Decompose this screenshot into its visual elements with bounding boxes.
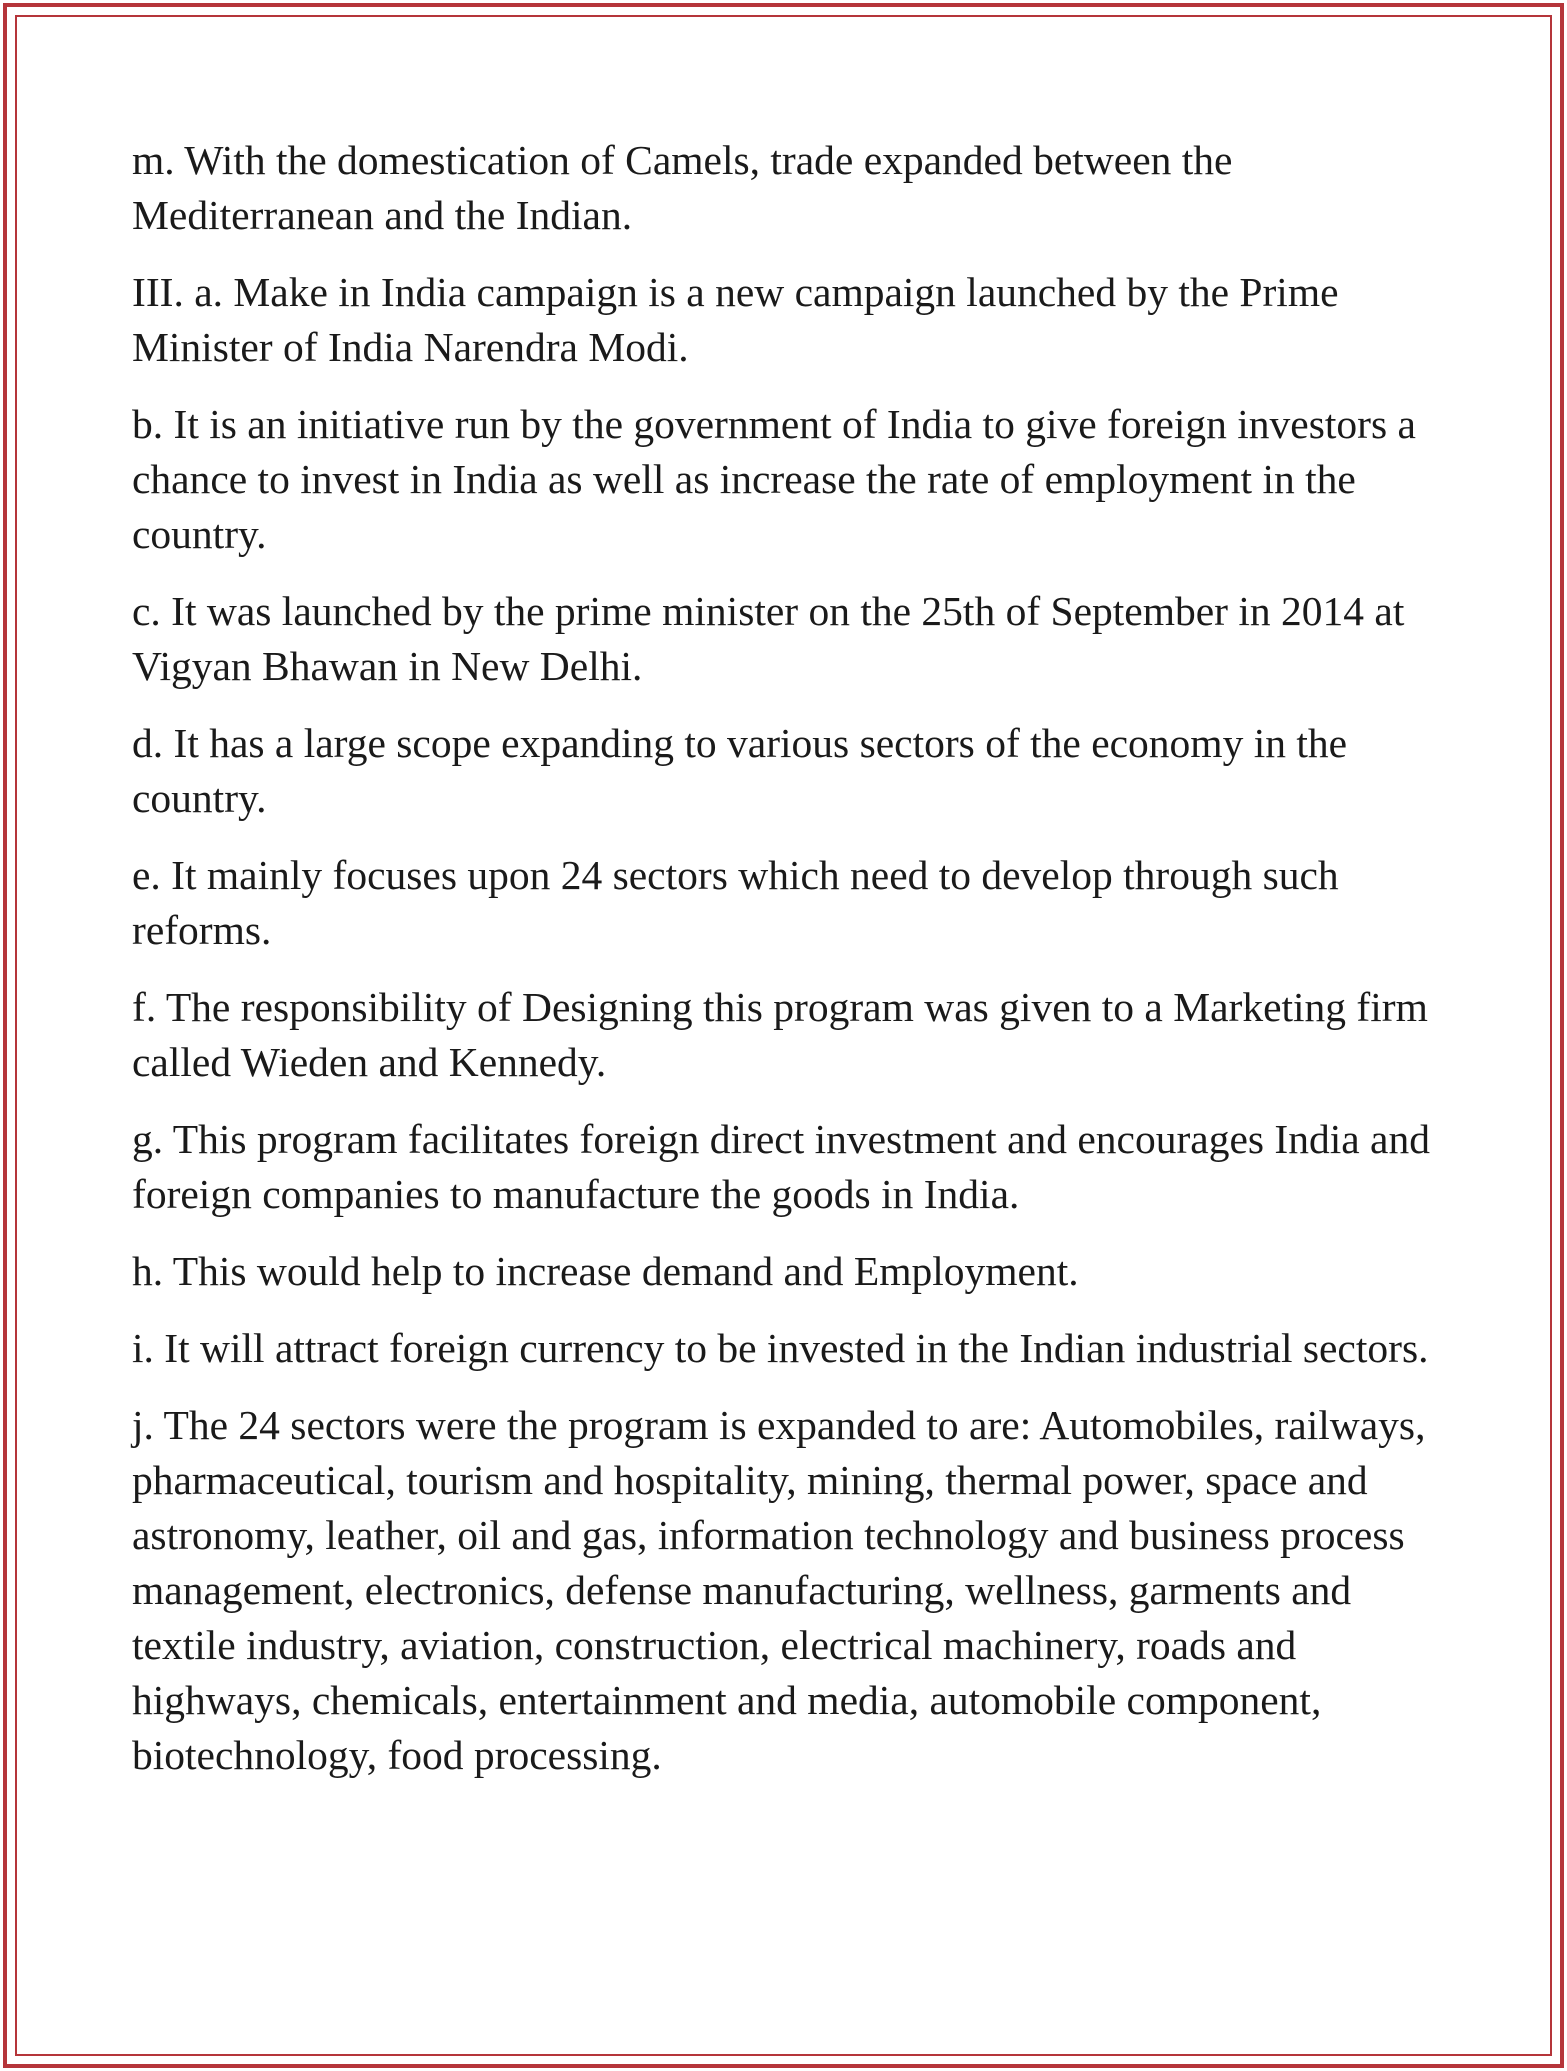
paragraph-h: h. This would help to increase demand and Employment. [132,1248,1079,1294]
paragraph-iii-a: III. a. Make in India campaign is a new campaign launched by the Prime Minister of India Narendra Modi. [132,269,1339,370]
paragraph-e: e. It mainly focuses upon 24 sectors which need to develop through such reforms. [132,852,1339,953]
paragraph-m: m. With the domestication of Camels, trade expanded between the Mediterranean and the Indian. [132,137,1233,238]
paragraph-g: g. This program facilitates foreign direct investment and encourages India and foreign companies to manufacture the goods in India. [132,1116,1430,1217]
paragraph-d: d. It has a large scope expanding to various sectors of the economy in the country. [132,720,1348,821]
paragraph-f: f. The responsibility of Designing this program was given to a Marketing firm called Wieden and Kennedy. [132,984,1428,1085]
paragraph-j: j. The 24 sectors were the program is expanded to are: Automobiles, railways, pharmaceutical, tourism and hospitality, mining, thermal power, space and astronomy, leather, oil and gas, information technology and business process management, electronics, defense manufacturing, wellness, garments and textile industry, aviation, construction, electrical machinery, roads and highways, chemicals, entertainment and media, automobile component, biotechnology, food processing. [132,1402,1426,1778]
paragraph-c: c. It was launched by the prime minister on the 25th of September in 2014 at Vigyan Bhawan in New Delhi. [132,588,1405,689]
paragraph-i: i. It will attract foreign currency to be invested in the Indian industrial sectors. [132,1325,1429,1371]
paragraph-b: b. It is an initiative run by the government of India to give foreign investors a chance to invest in India as well as increase the rate of employment in the country. [132,401,1416,557]
document-body [132,133,1462,1805]
